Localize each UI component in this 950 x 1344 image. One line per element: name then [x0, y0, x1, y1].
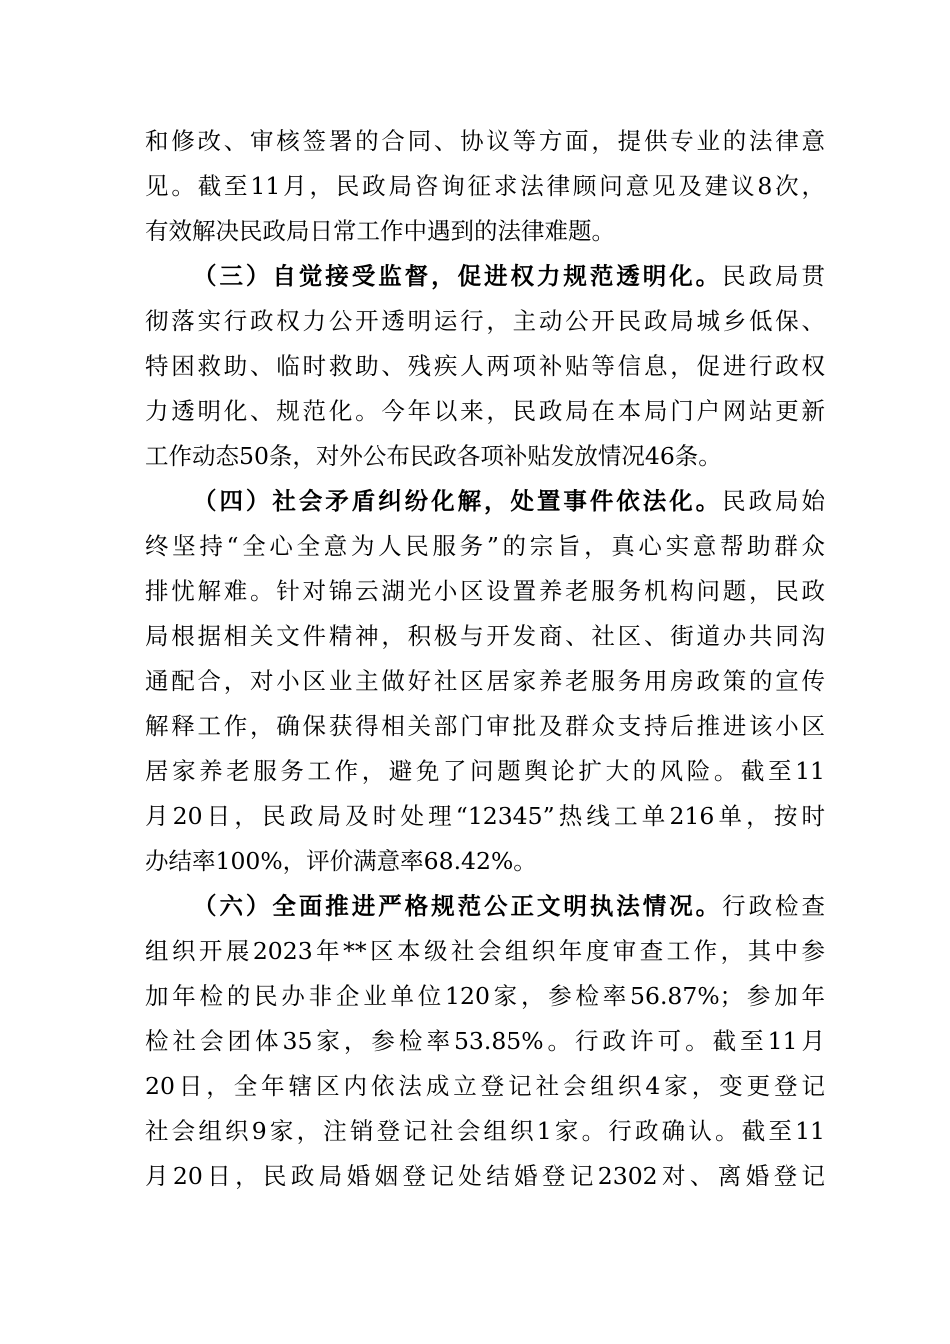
text-line: 终坚持“全心全意为人民服务”的宗旨，真心实意帮助群众 — [145, 532, 825, 560]
text-line: 月20日，民政局及时处理“12345”热线工单216单，按时 — [145, 802, 825, 830]
text-line: 通配合，对小区业主做好社区居家养老服务用房政策的宣传 — [145, 667, 825, 695]
text-line: 特困救助、临时救助、残疾人两项补贴等信息，促进行政权 — [145, 352, 825, 380]
text-line: 有效解决民政局日常工作中遇到的法律难题。 — [145, 217, 615, 245]
text-line: 社会组织9家，注销登记社会组织1家。行政确认。截至11 — [145, 1117, 825, 1145]
text-line: 居家养老服务工作，避免了问题舆论扩大的风险。截至11 — [145, 757, 825, 785]
text-run: 民政局始 — [722, 487, 826, 515]
paragraph-first-line — [193, 884, 825, 928]
text-line: 和修改、审核签署的合同、协议等方面，提供专业的法律意 — [145, 127, 825, 155]
text-line: 排忧解难。针对锦云湖光小区设置养老服务机构问题，民政 — [145, 577, 825, 605]
paragraph-first-line — [193, 254, 825, 298]
text-line: 局根据相关文件精神，积极与开发商、社区、街道办共同沟 — [145, 622, 825, 650]
text-line: 彻落实行政权力公开透明运行，主动公开民政局城乡低保、 — [145, 307, 825, 335]
text-line: 见。截至11月，民政局咨询征求法律顾问意见及建议8次， — [145, 172, 825, 200]
section-heading: （四）社会矛盾纠纷化解，处置事件依法化。 — [193, 487, 723, 515]
text-line: 月20日，民政局婚姻登记处结婚登记2302对、离婚登记 — [145, 1162, 825, 1190]
text-line: 工作动态50条，对外公布民政各项补贴发放情况46条。 — [145, 442, 722, 470]
text-line: 加年检的民办非企业单位120家，参检率56.87%；参加年 — [145, 982, 825, 1010]
text-line: 20日，全年辖区内依法成立登记社会组织4家，变更登记 — [145, 1072, 825, 1100]
section-heading: （三）自觉接受监督，促进权力规范透明化。 — [193, 262, 723, 290]
text-line: 力透明化、规范化。今年以来，民政局在本局门户网站更新 — [145, 397, 825, 425]
paragraph-first-line — [193, 479, 825, 523]
text-run: 民政局贯 — [722, 262, 826, 290]
text-run: 行政检查 — [722, 892, 826, 920]
text-line: 组织开展2023年**区本级社会组织年度审查工作，其中参 — [145, 937, 825, 965]
text-line: 检社会团体35家，参检率53.85%。行政许可。截至11月 — [145, 1027, 825, 1055]
text-line: 解释工作，确保获得相关部门审批及群众支持后推进该小区 — [145, 712, 825, 740]
text-line: 办结率100%，评价满意率68.42%。 — [145, 847, 537, 875]
section-heading: （六）全面推进严格规范公正文明执法情况。 — [193, 892, 723, 920]
